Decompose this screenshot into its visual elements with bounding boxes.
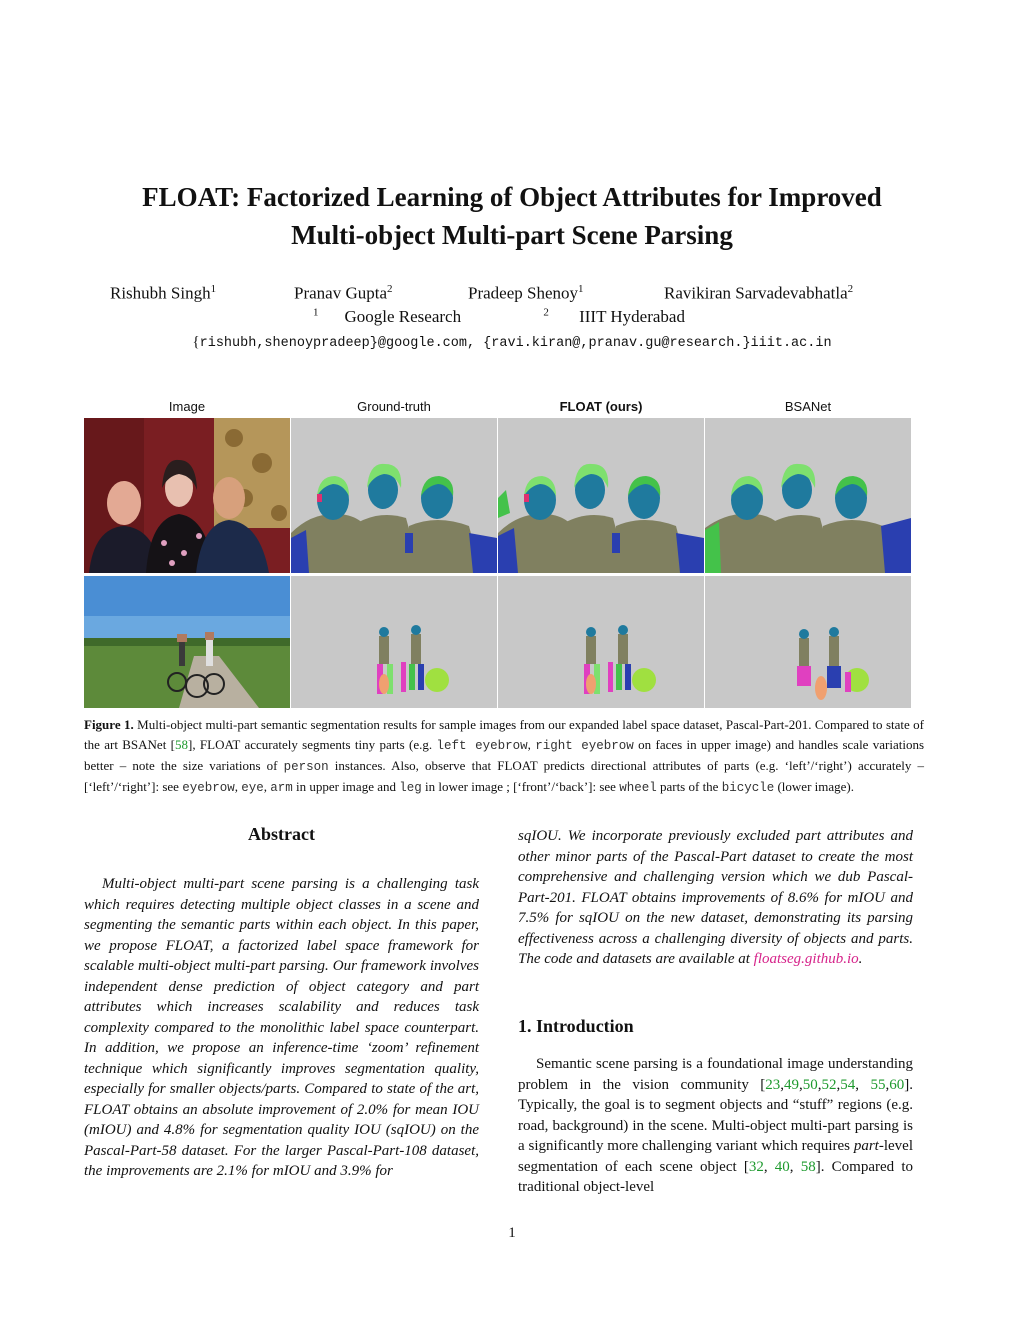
abstract-body-right: sqIOU. We incorporate previously excluded part attributes and other minor parts of the Pascal-Part dataset to create the most comprehensive and challenging version which we dub Pascal-Part-201. FLOAT obtains improvements of 8.6% for mIOU and 7.5% for sqIOU on the new dataset, demonstrating its parsing effectiveness across a challenging diversity of objects and parts. The code and datasets are available at floatseg.github.io. xyxy=(518,828,913,967)
introduction-heading: 1. Introduction xyxy=(518,1016,634,1036)
figure-gt-outdoor xyxy=(291,576,497,708)
title-line-1: FLOAT: Factorized Learning of Object Attributes for Improved xyxy=(142,182,882,212)
ref-link[interactable]: 50 xyxy=(802,1076,818,1093)
affiliations xyxy=(0,306,1024,327)
figure-header-float: FLOAT (ours) xyxy=(559,399,643,414)
page-number: 1 xyxy=(508,1225,516,1241)
author-2: Pranav Gupta$^2$ xyxy=(294,283,393,303)
figure-photo-indoor xyxy=(84,418,290,573)
ref-link[interactable]: 60 xyxy=(889,1076,905,1093)
ref-link[interactable]: 58 xyxy=(800,1158,816,1175)
figure-bsanet-indoor xyxy=(705,418,911,573)
figure-header-bsanet: BSANet xyxy=(784,399,832,414)
title-line-2: Multi-object Multi-part Scene Parsing xyxy=(291,220,733,250)
ref-link[interactable]: 58 xyxy=(174,737,188,752)
paper-title xyxy=(0,178,1024,254)
project-link[interactable]: floatseg.github.io xyxy=(753,951,859,967)
ref-link[interactable]: 23 xyxy=(765,1076,781,1093)
ref-link[interactable]: 55 xyxy=(870,1076,886,1093)
affiliation-1: $^1$ Google Research xyxy=(313,306,462,326)
figure-bsanet-outdoor xyxy=(705,576,911,708)
author-emails: {rishubh,shenoypradeep}@google.com, {ravi.kiran@,pranav.gu@research.}iiit.ac.in xyxy=(192,334,832,351)
figure-gt-indoor xyxy=(291,418,497,573)
affiliation-2: $^2$ IIIT Hyderabad xyxy=(543,306,685,326)
author-4: Ravikiran Sarvadevabhatla$^2$ xyxy=(664,283,854,303)
figure-caption: Figure 1. Multi-object multi-part semantic segmentation results for sample images from our expanded label space dataset, Pascal-Part-201. Compared to state of the art BSANet [58], FLOAT accurately segments tiny parts (e.g. left eyebrow, right eyebrow on faces in upper image) and handles scale variations better – note the size variations of person instances. Also, observe that FLOAT predicts directional attributes of parts (e.g. ‘left’/‘right’) accurately – [‘left’/‘right’]: see eyebrow, eye, arm in upper image and leg in lower image ; [‘front’/‘back’]: see wheel parts of the bicycle (lower image). xyxy=(84,717,925,795)
figure-header-image: Image xyxy=(168,399,206,414)
ref-link[interactable]: 52 xyxy=(821,1076,837,1093)
figure-header-ground-truth: Ground-truth xyxy=(357,399,431,414)
author-1: Rishubh Singh$^1$ xyxy=(110,283,217,303)
ref-link[interactable]: 40 xyxy=(774,1158,790,1175)
figure-float-indoor xyxy=(498,418,704,573)
ref-link[interactable]: 32 xyxy=(748,1158,764,1175)
abstract-heading: Abstract xyxy=(248,824,315,844)
author-3: Pradeep Shenoy$^1$ xyxy=(468,283,584,303)
abstract-body-left: Multi-object multi-part scene parsing is a challenging task which requires detecting multiple object classes in a scene and segmenting the semantic parts within each object. In this paper, we propose FLOAT, a factorized label space framework for scalable multi-object multi-part parsing. Our framework involves independent dense prediction of object category and part attributes which increases scalability and reduces task complexity compared to the monolithic label space counterpart. In addition, we propose an inference-time ‘zoom’ refinement technique which significantly improves segmentation quality, especially for smaller objects/parts. Compared to state of the art, FLOAT obtains an absolute improvement of 2.0% for mean IOU (mIOU) and 4.8% for segmentation quality IOU (sqIOU) on the Pascal-Part-58 dataset. For the larger Pascal-Part-108 dataset, the improvements are 2.1% for mIOU and 3.9% for xyxy=(84,876,479,1179)
figure-float-outdoor xyxy=(498,576,704,708)
ref-link[interactable]: 49 xyxy=(784,1076,800,1093)
ref-link[interactable]: 54 xyxy=(840,1076,856,1093)
introduction-body: Semantic scene parsing is a foundational image understanding problem in the vision community [23,49,50,52,54, 55,60]. Typically, the goal is to segment objects and “stuff” regions (e.g. road, background) in the scene. Multi-object multi-part parsing is a significantly more challenging variant which requires part-level segmentation of each scene object [32, 40, 58]. Compared to traditional object-level xyxy=(518,1056,913,1195)
